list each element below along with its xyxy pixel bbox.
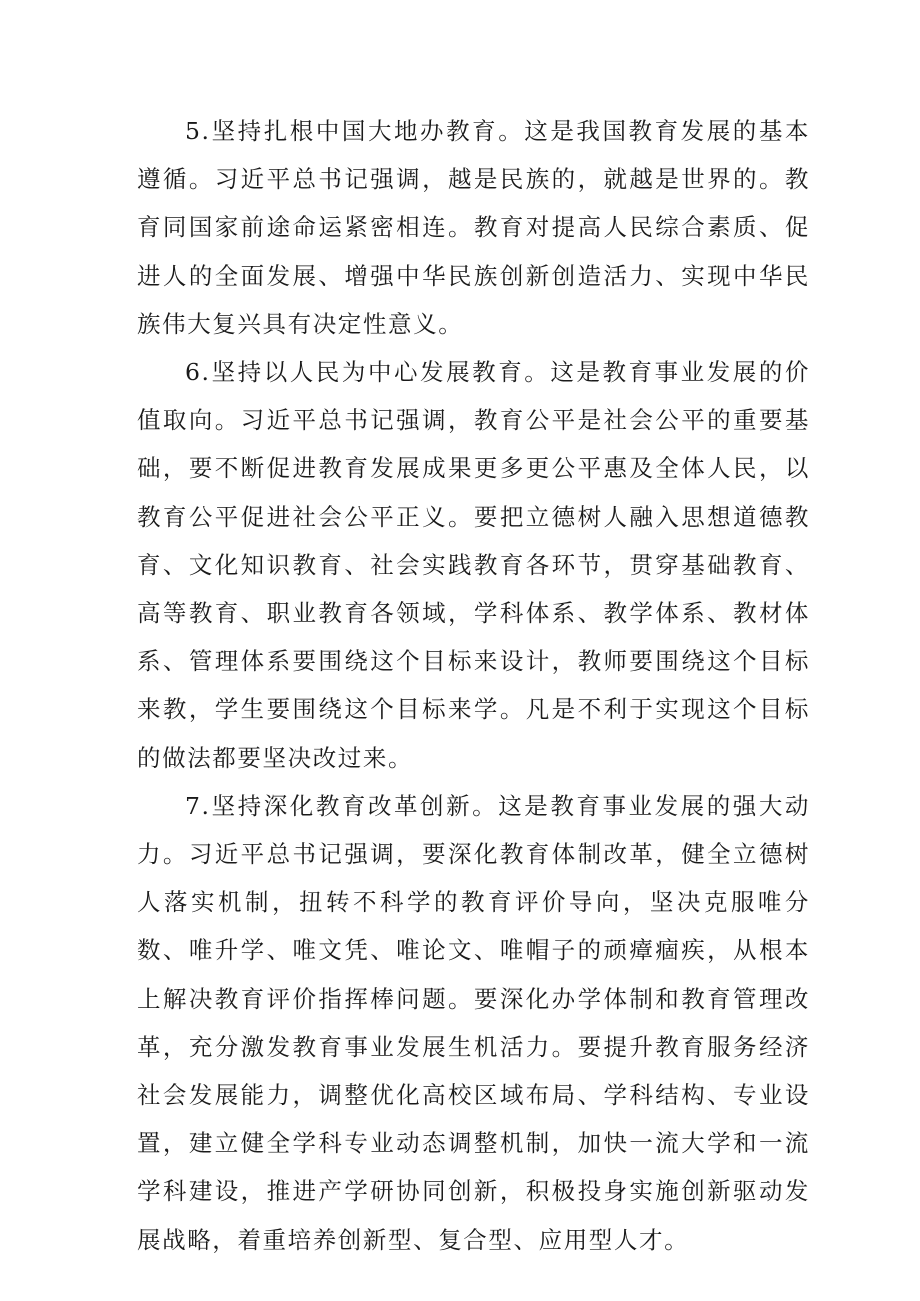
paragraph-7: 7.坚持深化教育改革创新。这是教育事业发展的强大动力。习近平总书记强调，要深化教育体制改革，健全立德树人落实机制，扭转不科学的教育评价导向，坚决克服唯分数、唯升学、唯文凭、唯论文、唯帽子的顽瘴痼疾，从根本上解决教育评价指挥棒问题。要深化办学体制和教育管理改革，充分激发教育事业发展生机活力。要提升教育服务经济社会发展能力，调整优化高校区域布局、学科结构、专业设置，建立健全学科专业动态调整机制，加快一流大学和一流学科建设，推进产学研协同创新，积极投身实施创新驱动发展战略，着重培养创新型、复合型、应用型人才。 [137,791,810,1254]
paragraph-5: 5.坚持扎根中国大地办教育。这是我国教育发展的基本遵循。习近平总书记强调，越是民族的，就越是世界的。教育同国家前途命运紧密相连。教育对提高人民综合素质、促进人的全面发展、增强中华民族创新创造活力、实现中华民族伟大复兴具有决定性意义。 [137,117,810,338]
document-body [137,107,810,1264]
paragraph-6: 6.坚持以人民为中心发展教育。这是教育事业发展的价值取向。习近平总书记强调，教育公平是社会公平的重要基础，要不断促进教育发展成果更多更公平惠及全体人民，以教育公平促进社会公平正义。要把立德树人融入思想道德教育、文化知识教育、社会实践教育各环节，贯穿基础教育、高等教育、职业教育各领域，学科体系、教学体系、教材体系、管理体系要围绕这个目标来设计，教师要围绕这个目标来教，学生要围绕这个目标来学。凡是不利于实现这个目标的做法都要坚决改过来。 [137,358,810,772]
